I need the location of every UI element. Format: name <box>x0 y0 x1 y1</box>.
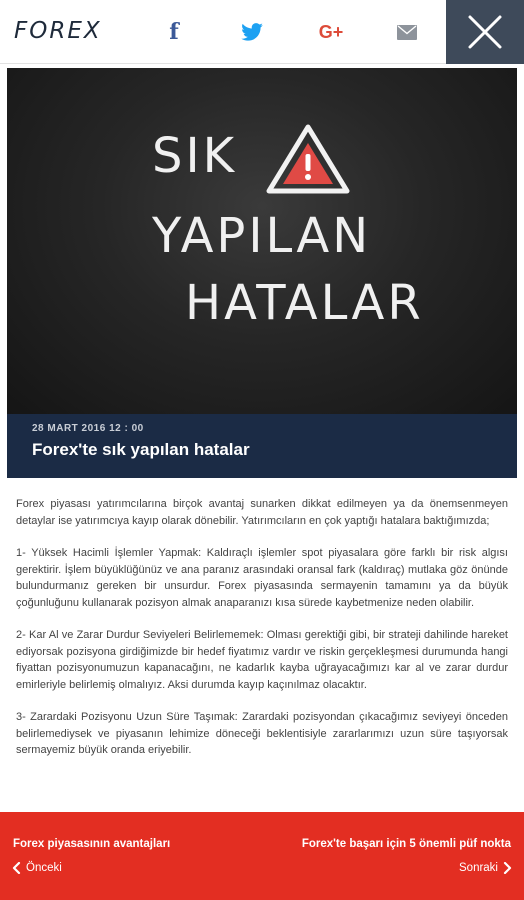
forex-logo[interactable]: FOREX <box>14 18 102 44</box>
article-paragraph: 2- Kar Al ve Zarar Durdur Seviyeleri Belirlememek: Olması gerektiği gibi, bir strateji dahilinde hareket ediyorsak pozisyona girdiğimizde bir hedef fiyatımız vardır ve riskin gerçekleşmesi durumunda hangi fiyattan pozisyonumuzun kapanacağını, ne kadarlık kayba uğrayacağımızı kar al ve zarar durdur emirleriyle belirlemiş olmalıyız. Aksi durumda kayıp kaçınılmaz olacaktır. <box>16 629 508 691</box>
hero-caption <box>7 414 517 478</box>
article-body <box>16 496 508 775</box>
close-icon <box>467 14 503 50</box>
chevron-right-icon <box>502 862 512 874</box>
twitter-share-button[interactable] <box>238 18 266 46</box>
next-button[interactable] <box>459 862 512 874</box>
mail-share-button[interactable] <box>394 18 420 46</box>
article-hero <box>7 68 517 478</box>
next-article-title[interactable]: Forex'te başarı için 5 önemli püf nokta <box>301 838 511 850</box>
article-navigation <box>0 812 524 900</box>
article-paragraph: 3- Zarardaki Pozisyonu Uzun Süre Taşımak: Zarardaki pozisyondan çıkacağımız seviyeyi önceden belirlemediysek ve piyasanın lehimize döneceği beklentisiyle zararlarımızı uzun süre taşıyorsak sermayemiz büyük oranda eriyebilir. <box>16 711 508 756</box>
facebook-share-button[interactable] <box>160 18 188 46</box>
twitter-icon <box>241 23 263 41</box>
hero-image <box>7 68 517 414</box>
article-date: 28 MART 2016 12 : 00 <box>32 423 144 434</box>
hero-image-text-line3: HATALAR <box>185 275 424 331</box>
close-button[interactable] <box>446 0 524 64</box>
article-paragraph: 1- Yüksek Hacimli İşlemler Yapmak: Kaldıraçlı işlemler spot piyasalara göre farklı bir risk algısı gerektirir. İşlem büyüklüğünüz ve ana paranız arasındaki oransal fark (kaldıraç) mutlaka göz önünde bulundurmanız gereken bir unsurdur. Forex piyasasında sermayenin tamamını ya da büyük çoğunluğunu kullanarak pozisyon almak anaparanızı kısa sürede kaybetmenize neden olabilir. <box>16 547 508 609</box>
article-title: Forex'te sık yapılan hatalar <box>32 440 250 459</box>
previous-button-label: Önceki <box>26 862 62 874</box>
hero-image-text-line2: YAPILAN <box>152 208 372 264</box>
previous-button[interactable] <box>12 862 62 874</box>
previous-article-title[interactable]: Forex piyasasının avantajları <box>13 838 171 850</box>
mail-icon <box>397 25 417 40</box>
warning-icon <box>265 123 351 200</box>
next-button-label: Sonraki <box>459 862 498 874</box>
chevron-left-icon <box>12 862 22 874</box>
google-plus-icon: G+ <box>318 21 344 42</box>
facebook-icon: f <box>169 19 179 45</box>
hero-image-text-line1: SIK <box>152 128 238 184</box>
article-paragraph: Forex piyasası yatırımcılarına birçok avantaj sunarken dikkat edilmeyen ya da önemsenmeyen detaylar ise yatırımcıya kayıp olarak dönebilir. Yatırımcıların en çok yaptığı hatalara baktığımızda; <box>16 498 508 527</box>
top-bar <box>0 0 524 64</box>
google-plus-share-button[interactable] <box>316 18 346 46</box>
